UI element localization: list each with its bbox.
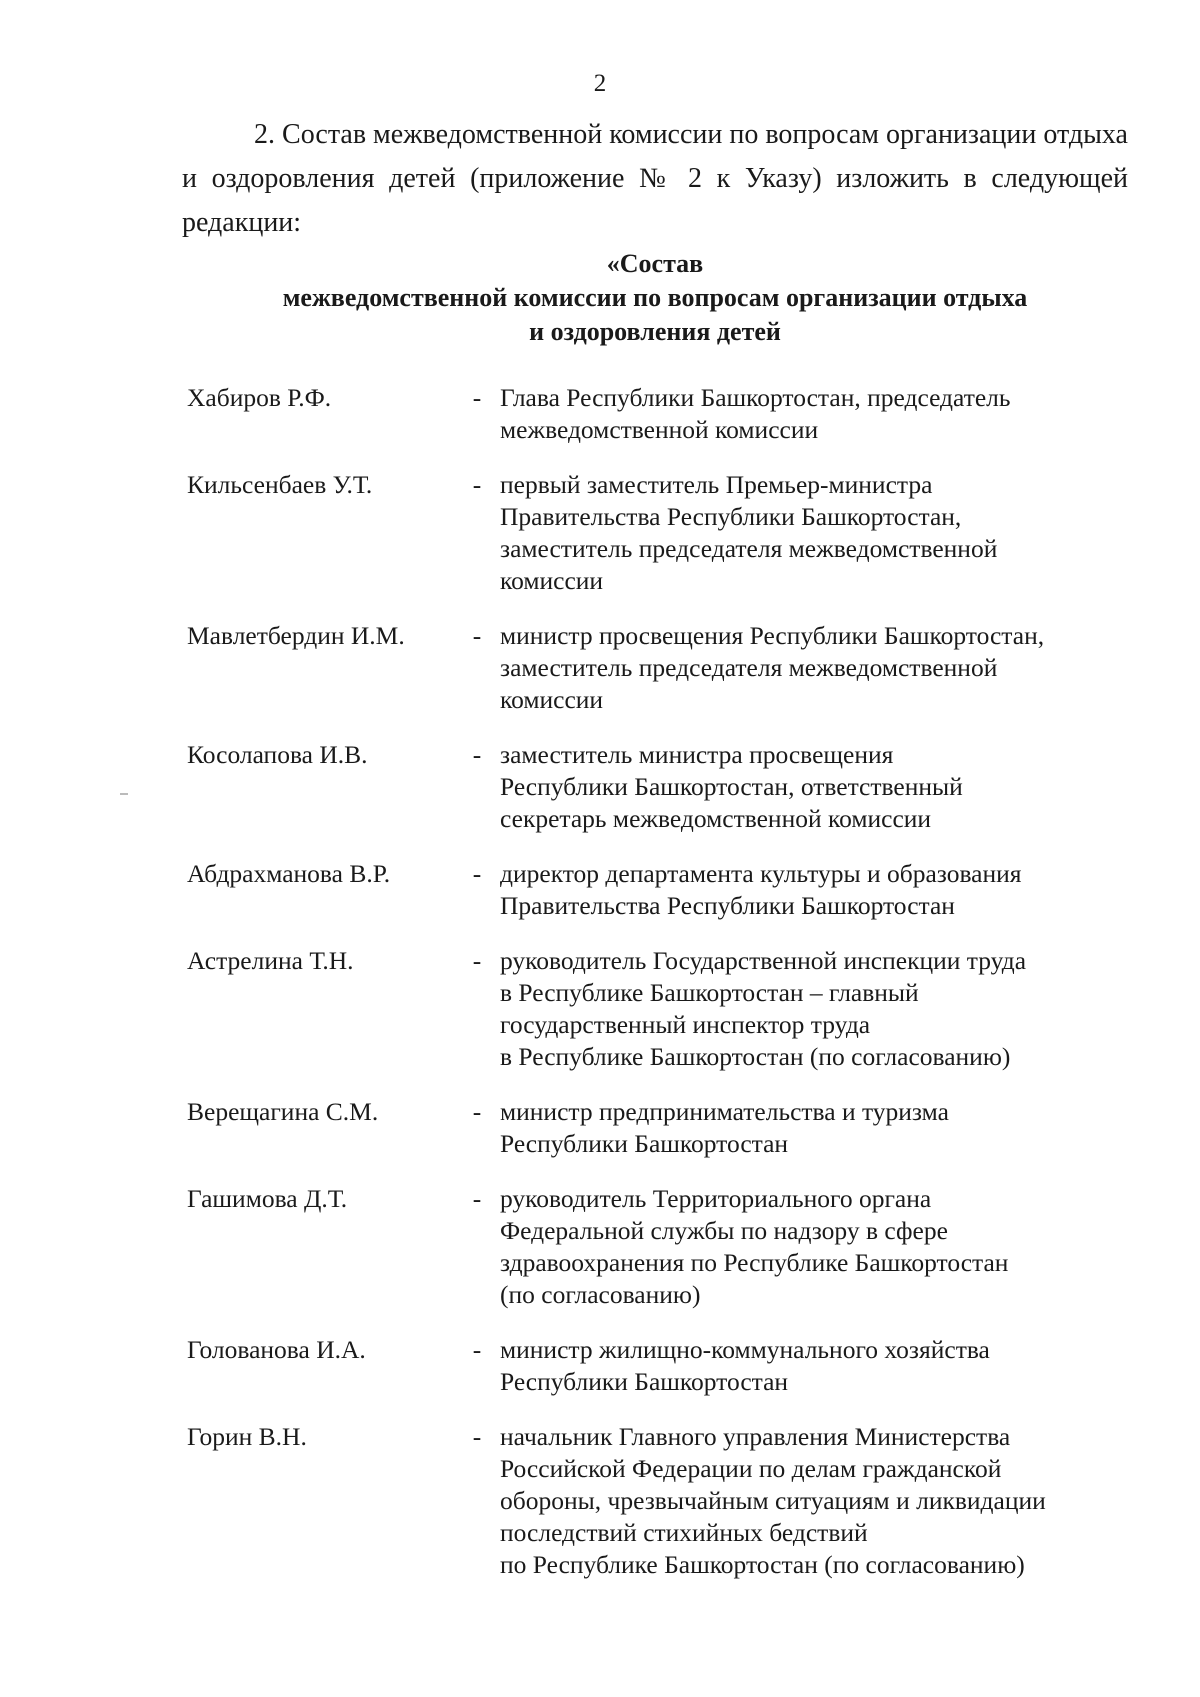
member-position-line: руководитель Государственной инспекции труда xyxy=(500,946,1027,975)
member-position-line: последствий стихийных бедствий xyxy=(500,1518,868,1547)
member-position-line: начальник Главного управления Министерства xyxy=(500,1422,1011,1451)
member-dash: - xyxy=(472,1335,482,1364)
scan-artifact xyxy=(120,793,128,795)
member-name: Абдрахманова В.Р. xyxy=(187,859,391,888)
list-heading xyxy=(182,247,1128,349)
member-position xyxy=(492,739,1127,835)
member-position-line: в Республике Башкортостан (по согласованию) xyxy=(500,1042,1011,1071)
heading-line-3: и оздоровления детей xyxy=(529,317,781,346)
member-position-line: здравоохранения по Республике Башкортостан xyxy=(500,1248,1009,1277)
member-name: Гашимова Д.Т. xyxy=(187,1184,348,1213)
member-position-line: по Республике Башкортостан (по согласованию) xyxy=(500,1550,1025,1579)
member-name: Кильсенбаев У.Т. xyxy=(187,470,373,499)
member-name: Астрелина Т.Н. xyxy=(187,946,354,975)
member-dash: - xyxy=(472,740,482,769)
member-position xyxy=(492,1334,1127,1398)
member-position-line: заместитель председателя межведомственной xyxy=(500,534,998,563)
heading-line-2: межведомственной комиссии по вопросам организации отдыха xyxy=(282,283,1028,312)
member-name: Горин В.Н. xyxy=(187,1422,307,1451)
member-position-line: министр просвещения Республики Башкортостан, xyxy=(500,621,1045,650)
member-name: Голованова И.А. xyxy=(187,1335,366,1364)
member-position xyxy=(492,1421,1127,1581)
member-position-line: комиссии xyxy=(500,566,604,595)
member-row xyxy=(187,620,1127,716)
member-position-line: заместитель председателя межведомственной xyxy=(500,653,998,682)
member-position-line: министр предпринимательства и туризма xyxy=(500,1097,949,1126)
member-position xyxy=(492,469,1127,597)
member-position xyxy=(492,620,1127,716)
member-list xyxy=(187,382,1127,1604)
member-dash: - xyxy=(472,1422,482,1451)
member-name: Косолапова И.В. xyxy=(187,740,368,769)
member-position-line: секретарь межведомственной комиссии xyxy=(500,804,932,833)
member-row xyxy=(187,469,1127,597)
member-position-line: руководитель Территориального органа xyxy=(500,1184,932,1213)
member-row xyxy=(187,1421,1127,1581)
member-name: Хабиров Р.Ф. xyxy=(187,383,332,412)
member-row xyxy=(187,382,1127,446)
member-position xyxy=(492,382,1127,446)
heading-line-1: «Состав xyxy=(606,249,704,278)
member-position-line: первый заместитель Премьер-министра xyxy=(500,470,933,499)
member-dash: - xyxy=(472,383,482,412)
member-position-line: государственный инспектор труда xyxy=(500,1010,871,1039)
intro-paragraph: 2. Состав межведомственной комиссии по вопросам организации отдыха и оздоровления детей (приложение № 2 к Указу) изложить в следующей редакции: xyxy=(182,119,1128,238)
member-position-line: Республики Башкортостан xyxy=(500,1367,789,1396)
member-dash: - xyxy=(472,621,482,650)
member-row xyxy=(187,945,1127,1073)
member-position-line: Российской Федерации по делам гражданской xyxy=(500,1454,1002,1483)
member-position-line: заместитель министра просвещения xyxy=(500,740,894,769)
member-row xyxy=(187,858,1127,922)
member-position-line: (по согласованию) xyxy=(500,1280,701,1309)
member-position-line: Республики Башкортостан xyxy=(500,1129,789,1158)
member-position-line: обороны, чрезвычайным ситуациям и ликвидации xyxy=(500,1486,1046,1515)
member-position-line: комиссии xyxy=(500,685,604,714)
member-dash: - xyxy=(472,470,482,499)
member-position xyxy=(492,858,1127,922)
member-position-line: министр жилищно-коммунального хозяйства xyxy=(500,1335,990,1364)
member-row xyxy=(187,739,1127,835)
member-position-line: директор департамента культуры и образования xyxy=(500,859,1022,888)
member-row xyxy=(187,1096,1127,1160)
member-position-line: Глава Республики Башкортостан, председатель xyxy=(500,383,1011,412)
member-position xyxy=(492,1096,1127,1160)
member-dash: - xyxy=(472,1097,482,1126)
member-position-line: Федеральной службы по надзору в сфере xyxy=(500,1216,948,1245)
member-dash: - xyxy=(472,946,482,975)
member-row xyxy=(187,1183,1127,1311)
member-position xyxy=(492,1183,1127,1311)
member-position xyxy=(492,945,1127,1073)
member-row xyxy=(187,1334,1127,1398)
member-name: Верещагина С.М. xyxy=(187,1097,379,1126)
member-position-line: Республики Башкортостан, ответственный xyxy=(500,772,963,801)
member-position-line: Правительства Республики Башкортостан, xyxy=(500,502,962,531)
member-dash: - xyxy=(472,1184,482,1213)
member-name: Мавлетбердин И.М. xyxy=(187,621,405,650)
member-position-line: в Республике Башкортостан – главный xyxy=(500,978,919,1007)
member-position-line: Правительства Республики Башкортостан xyxy=(500,891,955,920)
member-position-line: межведомственной комиссии xyxy=(500,415,819,444)
member-dash: - xyxy=(472,859,482,888)
page-number: 2 xyxy=(593,70,607,97)
